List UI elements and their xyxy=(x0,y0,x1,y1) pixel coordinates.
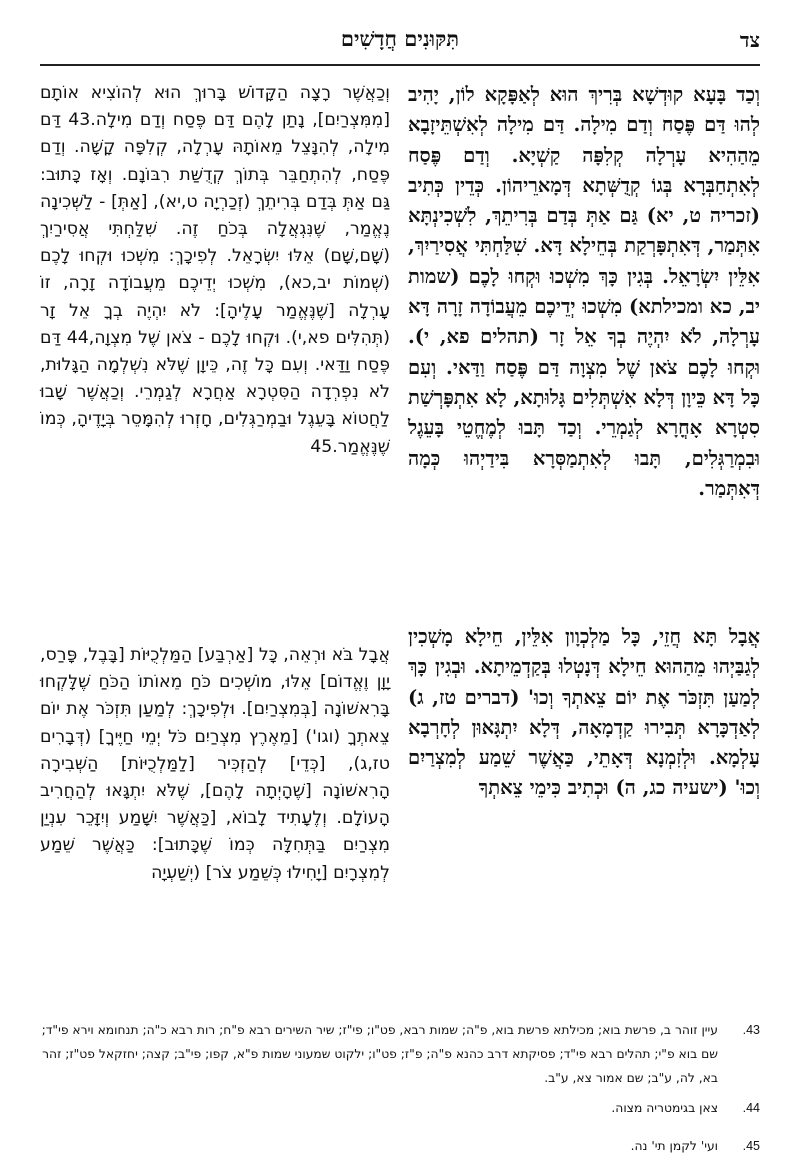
aramaic-text: וְכַד בָּעָא קוּדְשָׁא בְּרִיךְ הוּא לְאַפָּקָא לוֹן, יָהִיב לְהוּ דַּם פֶּסַח וְדַם מִילָה. דַּם מִילָה לְאִשְׁתֵּיזָבָא מֵהַהִיא עָרְלָה קְלִפָּה קַשְׁיָא. וְדַם פֶּסַח לְאִתְחַבְּרָא בְּגוֹ קְדֻשְּׁתָא דְּמָארֵיהוֹן. כְּדֵין כְּתִיב (זכריה ט, יא) גַּם אַתְּ בְּדַם בְּרִיתֵךְ, לִשְׁכִינְתָּא אִתְּמַר, דְּאִתְפָּרְקַת בְּחֵילָא דָּא. שִׁלַּחְתִּי אֲסִירַיִךְ, אִלֵּין יִשְׂרָאֵל. בְּגִין כָּךְ מִשְׁכוּ וּקְחוּ לָכֶם (שמות יב, כא ומכילתא) מִשְׁכוּ יְדֵיכֶם מֵעֲבוֹדָה זָרָה דָּא עָרְלָה, לֹא יִהְיֶה בְךָ אֵל זָר (תהלים פא, י). וּקְחוּ לָכֶם צֹאן שֶׁל מִצְוָה דַּם פֶּסַח וַדַּאי. וְעִם כָּל דָּא כֵּיוָן דְּלָא אִשְׁתְּלִים גָּלוּתָא, לָא אִתְפָּרְשַׁת סִטְרָא אָחֳרָא לְגַמְרֵי. וְכַד תָּבוּ לְמֶחֱטֵי בָּעֵגֶל וּבִמְרַגְּלִים, תָּבוּ לְאִתְמַסְּרָא בִּידַיְהוּ כְּמָה דְּאִתְּמַר. xyxy=(407,83,760,500)
footnote-text: צאן בגימטריה מצוה. xyxy=(611,1101,718,1115)
footnote-number: 44. xyxy=(742,1101,760,1115)
page-number: צד xyxy=(739,28,760,52)
footnote-number: 45. xyxy=(742,1139,760,1153)
aramaic-text: אֲבָל תָּא חֲזֵי, כָּל מַלְכְוָון אִלֵּין, חֵילָא מָשְׁכִין לְגַבַּיְהוּ מֵהַהוּא חֵילָא דְּנָטְלוּ בְּקַדְמֵיתָא. וּבְגִין כָּךְ לְמַעַן תִּזְכֹּר אֶת יוֹם צֵאתְךָ וְכוּ' (דברים טז, ג) לְאַדְכָּרָא תְּבִירוּ קַדְמָאָה, דְּלָא יִתְגָּאוּן לְחָרְבָא עָלְמָא. וּלְזִמְנָא דְּאָתֵי, כַּאֲשֶׁר שֵׁמַע לְמִצְרַיִם וְכוּ' (ישעיה כג, ה) וּכְתִיב כִּימֵי צֵאתְךָ xyxy=(408,625,760,800)
hebrew-paragraph-2 xyxy=(40,642,390,887)
aramaic-paragraph-1 xyxy=(408,80,760,504)
footnote-45 xyxy=(40,1134,760,1158)
header-rule xyxy=(40,64,760,66)
footnote-43 xyxy=(40,1018,760,1090)
running-title: תִּקּוּנִים חֲדָשִׁים xyxy=(340,26,460,51)
footnote-text: ועי' לקמן תי' נה. xyxy=(630,1139,718,1153)
hebrew-text: וְכַאֲשֶׁר רָצָה הַקָּדוֹשׁ בָּרוּךְ הוּא לְהוֹצִיא אוֹתָם [מִמִּצְרַיִם], נָתַן לָהֶם דַּם פֶּסַח וְדַם מִילָה.43 דַּם מִילָה, לְהִנָּצֵל מֵאוֹתָהּ עָרְלָה, קְלִפָּה קָשָׁה. וְדַם פֶּסַח, לְהִתְחַבֵּר בְּתוֹךְ קְדֻשַּׁת רִבּוֹנָם. וְאָז כָּתוּב: גַּם אַתְּ בְּדַם בְּרִיתֵךְ (זְכַרְיָה ט,יא), [אַתְּ] - לַשְּׁכִינָה נֶאֱמַר, שֶׁנִּגְאֲלָה בְּכֹחַ זֶה. שִׁלַּחְתִּי אֲסִירַיִךְ (שָׁם,שָׁם) אֵלּוּ יִשְׂרָאֵל. לְפִיכָךְ: מִשְׁכוּ וּקְחוּ לָכֶם (שְׁמוֹת יב,כא), מִשְׁכוּ יְדֵיכֶם מֵעֲבוֹדָה זָרָה, זוֹ עָרְלָה [שֶׁנֶּאֱמַר עָלֶיהָ]: לֹא יִהְיֶה בְךָ אֵל זָר (תְּהִלִּים פא,י). וּקְחוּ לָכֶם - צֹאן שֶׁל מִצְוָה,44 דַּם פֶּסַח וַדַּאי. וְעִם כָּל זֶה, כֵּיוָן שֶׁלֹּא נִשְׁלְמָה הַגָּלוּת, לֹא נִפְרְדָה הַסִּטְרָא אַחֲרָא לְגַמְרֵי. וְכַאֲשֶׁר שָׁבוּ לַחֲטוֹא בָּעֵגֶל וּבַמְרַגְּלִים, חָזְרוּ לְהִמָּסֵר בְּיָדֶיהָ, כְּמוֹ שֶׁנֶּאֱמַר.45 xyxy=(40,83,390,457)
hebrew-text: אֲבָל בֹּא וּרְאֵה, כָּל [אַרְבַּע] הַמַּלְכֻיּוֹת [בָּבֶל, פָּרַס, יָוָן וֶאֱדוֹם] אֵלּוּ, מוֹשְׁכִים כֹּחַ מֵאוֹתוֹ הַכֹּחַ שֶׁלָּקְחוּ בָּרִאשׁוֹנָה [בְּמִצְרַיִם]. וּלְפִיכָךְ: לְמַעַן תִּזְכֹּר אֶת יוֹם צֵאתְךָ (וגו') [מֵאֶרֶץ מִצְרַיִם כֹּל יְמֵי חַיֶּיךָ] (דְּבָרִים טז,ג), [כְּדֵי] לְהַזְכִּיר [לַמַּלְכֻיּוֹת] הַשְּׁבִירָה הָרִאשׁוֹנָה [שֶׁהָיְתָה לָהֶם], שֶׁלֹּא יִתְגָּאוּ לְהַחֲרִיב הָעוֹלָם. וְלֶעָתִיד לָבוֹא, [כַּאֲשֶׁר יִשָּׁמַע וְיִזָּכֵר עִנְיַן מִצְרַיִם בַּתְּחִלָּה כְּמוֹ שֶׁכָּתוּב]: כַּאֲשֶׁר שֵׁמַע לְמִצְרָיִם [יָחִילוּ כְּשֵׁמַע צֹר] (יְשַׁעְיָה xyxy=(40,645,390,883)
footnote-text: עיין זוהר ב, פרשת בוא; מכילתא פרשת בוא, פ"ה; שמות רבא, פט"ו; פי"ז; שיר השירים רבא פ"ח; רות רבא כ"ה; תנחומא וירא פי"ד; שם בוא פ"י; תהלים רבא פי"ד; פסיקתא דרב כהנא פ"ה; פ"ז; פט"ו; ילקוט שמעוני שמות פ"א, קפו; פי"ב; קצה; יחזקאל פט"ז; זהר בא, לה, ע"ב; שם אמור צא, ע"ב. xyxy=(41,1023,718,1085)
aramaic-paragraph-2 xyxy=(408,622,760,804)
footnote-44 xyxy=(40,1096,760,1120)
page-header xyxy=(40,22,760,58)
hebrew-paragraph-1 xyxy=(40,80,390,461)
footnote-number: 43. xyxy=(742,1023,760,1037)
